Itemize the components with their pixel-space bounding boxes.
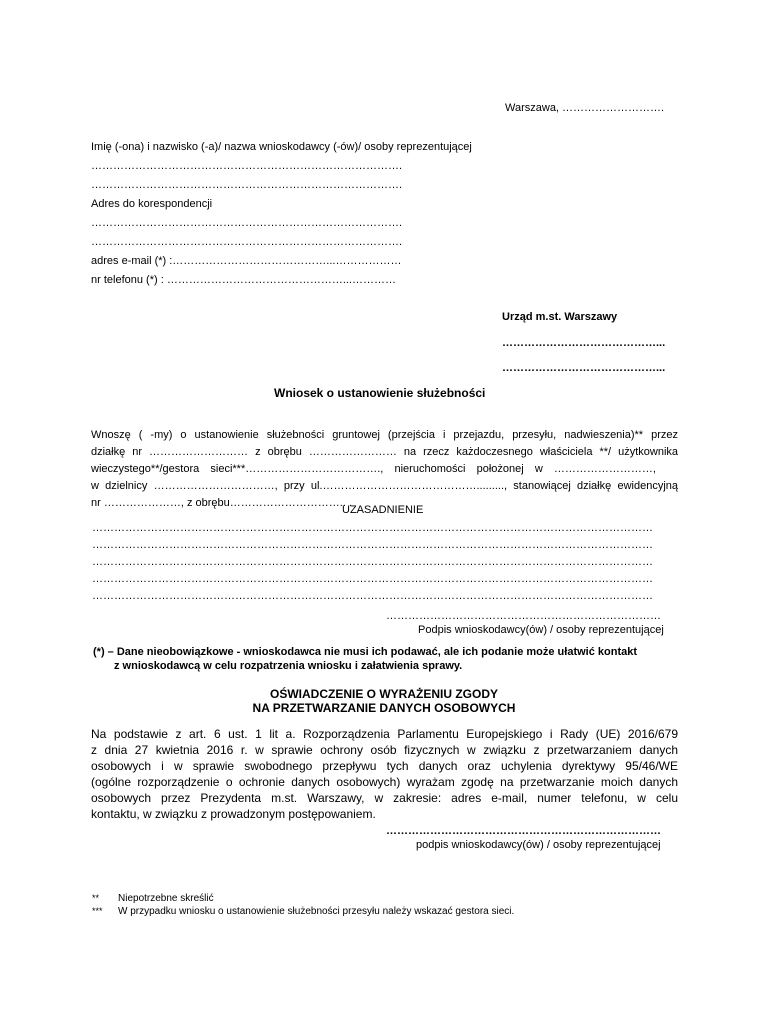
footnote-text-1: Niepotrzebne skreślić: [118, 893, 214, 904]
justification-lines: [92, 520, 676, 605]
justification-line-5: ………………………………………………………………………………………………………………………………………: [92, 590, 653, 602]
signature-line: …………………………………………………………………: [386, 610, 661, 622]
request-paragraph: [91, 427, 678, 512]
justification-line-1: ………………………………………………………………………………………………………………………………………: [92, 522, 653, 534]
recipient-line-2: ……………………………………...: [502, 362, 666, 374]
consent-signature-line: …………………………………………………………………: [386, 825, 661, 837]
applicant-name-line-2: ………………………………………………………………………….: [91, 179, 403, 191]
request-line-5: nr …………………, z obrębu………………………….. .: [91, 497, 352, 509]
consent-line-6: kontaktu, w związku z prowadzonym postępowaniem.: [91, 807, 376, 821]
justification-line-4: ………………………………………………………………………………………………………………………………………: [92, 573, 653, 585]
consent-paragraph: [91, 726, 678, 822]
consent-line-1: Na podstawie z art. 6 ust. 1 lit a. Rozporządzenia Parlamentu Europejskiego i Rady (UE) 2016/679: [91, 727, 678, 741]
consent-line-5: osobowych przez Prezydenta m.st. Warszawy, w zakresie: adres e-mail, numer telefonu, w celu: [91, 791, 678, 805]
request-title: Wniosek o ustanowienie służebności: [274, 386, 486, 400]
applicant-name-label: Imię (-ona) i nazwisko (-a)/ nazwa wnioskodawcy (-ów)/ osoby reprezentującej: [91, 141, 472, 153]
consent-line-2: z dnia 27 kwietnia 2016 r. w sprawie ochrony osób fizycznych w związku z przetwarzaniem danych: [91, 743, 678, 757]
footnote-mark-2: ***: [92, 906, 103, 916]
address-line-1: ………………………………………………………………………….: [91, 217, 403, 229]
email-field-line: adres e-mail (*) :……………………………………...………………: [91, 255, 402, 267]
request-line-4: w dzielnicy ……………………………, przy ul.……………………………………........., stanowiącej działkę ewidencyjną: [91, 480, 678, 492]
request-line-2: działkę nr ……………………… z obrębu …………………… na rzecz każdoczesnego właściciela **/ użytkownika: [91, 446, 678, 458]
consent-line-3: osobowych i w sprawie swobodnego przepływu tych danych oraz uchylenia dyrektywy 95/46/WE: [91, 759, 678, 773]
consent-signature-caption: podpis wnioskodawcy(ów) / osoby reprezentującej: [416, 839, 661, 851]
consent-line-4: (ogólne rozporządzenie o ochronie danych osobowych) wyrażam zgodę na przetwarzanie moich danych: [91, 775, 678, 789]
optional-data-note-line-2: z wnioskodawcą w celu rozpatrzenia wniosku i załatwienia sprawy.: [114, 660, 463, 672]
recipient-office: Urząd m.st. Warszawy: [502, 311, 618, 323]
phone-field-line: nr telefonu (*) : …………………………………………...…………: [91, 274, 396, 286]
consent-title-line-2: NA PRZETWARZANIE DANYCH OSOBOWYCH: [252, 701, 516, 715]
request-line-3: wieczystego**/gestora sieci***………………………………., nieruchomości położonej w ………………………,: [91, 463, 656, 475]
consent-title-line-1: OŚWIADCZENIE O WYRAŻENIU ZGODY: [270, 687, 498, 701]
address-label: Adres do korespondencji: [91, 198, 213, 210]
justification-title: UZASADNIENIE: [342, 504, 424, 516]
justification-line-2: ………………………………………………………………………………………………………………………………………: [92, 539, 653, 551]
footnote-mark-1: **: [92, 893, 100, 903]
applicant-block: [91, 138, 472, 290]
recipient-line-1: ……………………………………...: [502, 337, 666, 349]
footnote-text-2: W przypadku wniosku o ustanowienie służebności przesyłu należy wskazać gestora sieci.: [118, 906, 515, 917]
city-date: Warszawa, ……………………….: [505, 102, 665, 114]
request-line-1: Wnoszę ( -my) o ustanowienie służebności gruntowej (przejścia i przejazdu, przesyłu, nadwieszenia)** przez: [91, 429, 678, 441]
address-line-2: ………………………………………………………………………….: [91, 236, 403, 248]
justification-line-3: ………………………………………………………………………………………………………………………………………: [92, 556, 653, 568]
optional-data-note-line-1: (*) – Dane nieobowiązkowe - wnioskodawca nie musi ich podawać, ale ich podanie może ułatwić kontakt: [93, 646, 638, 658]
signature-caption: Podpis wnioskodawcy(ów) / osoby reprezentującej: [418, 624, 664, 636]
applicant-name-line-1: ………………………………………………………………………….: [91, 160, 403, 172]
